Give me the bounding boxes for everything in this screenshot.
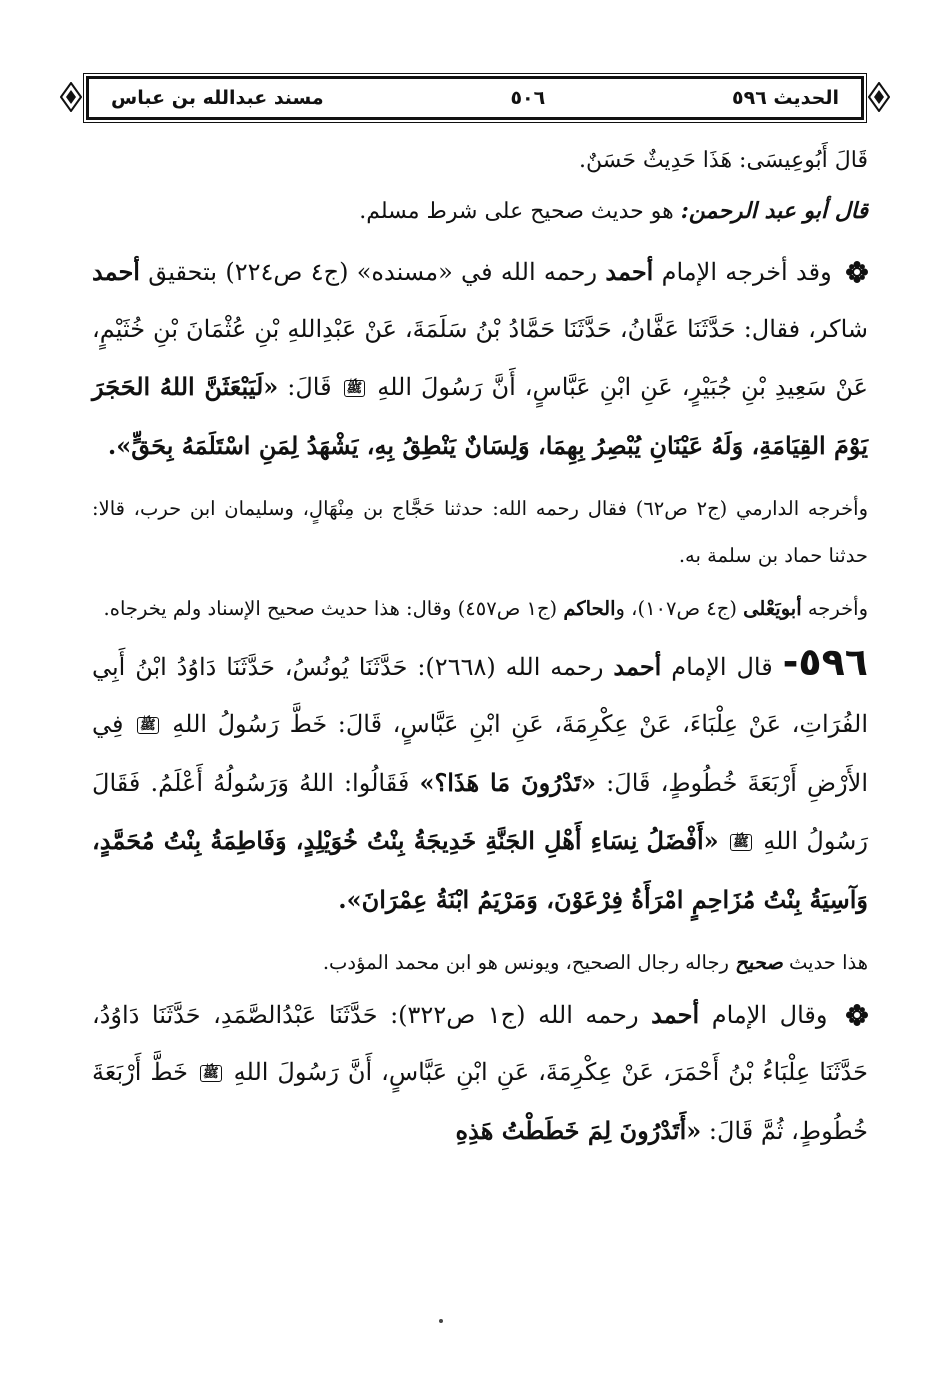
page-body xyxy=(92,136,868,1160)
hadith-matn-bold: «تَدْرُونَ مَا هَذَا؟» xyxy=(419,768,597,797)
name-bold: أحمد xyxy=(651,1000,700,1029)
header-hadith-label: الحديث ٥٩٦ xyxy=(732,87,839,109)
text-span: هذا حديث xyxy=(789,951,868,974)
tirmidhi-grade-line xyxy=(92,136,868,186)
text-span: رحمه الله في «مسنده» (ج٤ ص٢٢٤) بتحقيق xyxy=(148,258,598,286)
text-span: رحمه الله (ج١ ص٣٢٢): حَدَّثَنَا عَبْدُالصَّمَدِ، حَدَّثَنَا دَاوُدُ، حَدَّثَنَا عِلْبَاءُ بْنُ أَحْمَرَ، عَنْ عِكْرِمَةَ، عَنِ ابْنِ عَبَّاسٍ، أَنَّ رَسُولَ اللهِ xyxy=(92,1001,868,1086)
text-span: فِي الأَرْضِ أَرْبَعَةَ خُطُوطٍ، قَالَ: xyxy=(92,710,868,797)
grading-note xyxy=(92,939,868,986)
text-span: وأخرجه xyxy=(807,597,868,620)
text-span: (ج٤ ص١٠٧)، و xyxy=(615,597,737,620)
hadith-number: ٥٩٦- xyxy=(782,640,868,684)
header-frame xyxy=(86,76,864,120)
text-span: رحمه الله (٢٦٦٨): حَدَّثَنَا يُونُسُ، حَدَّثَنَا دَاوُدُ ابْنُ أَبِي الفُرَاتِ، عَنْ عِلْبَاءَ، عَنْ عِكْرِمَةَ، عَنِ ابْنِ عَبَّاسٍ، قَالَ: خَطَّ رَسُولُ اللهِ xyxy=(92,653,869,738)
text-span: وقال الإمام xyxy=(711,1001,828,1029)
name-bold: أحمد xyxy=(605,257,654,286)
paragraph-ahmad-second xyxy=(92,986,868,1160)
text-span: قال الإمام xyxy=(671,653,773,681)
text-span: (ج١ ص٤٥٧) وقال: هذا حديث صحيح الإسناد ولم يخرجاه. xyxy=(103,597,558,620)
text-span: خَطَّ أَرْبَعَةَ خُطُوطٍ، ثُمَّ قَالَ: xyxy=(92,1058,868,1145)
text-span: قَالَ: xyxy=(287,373,332,401)
name-bold: أبويَعْلى xyxy=(743,597,802,620)
paragraph-ahmad-takhrij xyxy=(92,243,868,475)
frame-ornament-icon xyxy=(60,82,82,112)
running-header xyxy=(60,72,890,124)
text-span: قَالَ أَبُوعِيسَى: هَذَا حَدِيثٌ حَسَنٌ. xyxy=(578,148,868,173)
paragraph-darimi xyxy=(92,485,868,579)
book-title: مسند عبدالله بن عباس xyxy=(111,87,324,109)
salla-glyph-icon: ﷺ xyxy=(137,717,159,734)
page-number: ٥٠٦ xyxy=(510,87,546,109)
name-bold: أحمد xyxy=(92,257,140,286)
calligraphic-author-name: قال أبو عبد الرحمن: xyxy=(680,198,868,224)
paragraph-abu-yala xyxy=(92,585,868,632)
text-span: وقد أخرجه الإمام xyxy=(661,258,832,286)
hadith-matn-bold: «أَتَدْرُونَ لِمَ خَطَطْتُ هَذِهِ xyxy=(455,1116,702,1145)
calligraphic-grade: صحيح xyxy=(735,951,783,974)
flower-ornament-icon xyxy=(846,261,868,283)
frame-ornament-icon xyxy=(868,82,890,112)
hadith-matn-bold: «لَيَبْعَثَنَّ اللهُ الحَجَرَ يَوْمَ القِيَامَةِ، وَلَهُ عَيْنَانِ يُبْصِرُ بِهِمَا، وَلِسَانٌ يَنْطِقُ بِهِ، يَشْهَدُ لِمَنِ اسْتَلَمَهُ بِحَقٍّ». xyxy=(92,372,868,460)
hadith-matn-bold: «أَفْضَلُ نِسَاءِ أَهْلِ الجَنَّةِ خَدِيجَةُ بِنْتُ خُوَيْلِدٍ، وَفَاطِمَةُ بِنْتُ مُحَمَّدٍ، وَآسِيَةُ بِنْتُ مُزَاحِمٍ امْرَأَةُ فِرْعَوْنَ، وَمَرْيَمُ ابْنَةُ عِمْرَانَ». xyxy=(92,826,868,914)
salla-glyph-icon: ﷺ xyxy=(730,834,752,851)
text-span: شاكر، فقال: حَدَّثَنَا عَفَّانُ، حَدَّثَنَا حَمَّادُ بْنُ سَلَمَةَ، عَنْ عَبْدِاللهِ بْنِ عُثْمَانَ بْنِ خُثَيْمٍ، عَنْ سَعِيدِ بْنِ جُبَيْرٍ، عَنِ ابْنِ عَبَّاسٍ، أَنَّ رَسُولَ اللهِ xyxy=(92,315,869,401)
author-grade-line xyxy=(92,186,868,237)
text-span: فَقَالُوا: اللهُ وَرَسُولُهُ أَعْلَمُ. فَقَالَ رَسُولُ اللهِ xyxy=(92,769,868,855)
salla-glyph-icon: ﷺ xyxy=(200,1065,222,1082)
text-span: وأخرجه الدارمي (ج٢ ص٦٢) فقال رحمه الله: حدثنا حَجَّاج بن مِنْهَالٍ، وسليمان ابن حرب، قالا: حدثنا حماد بن سلمة به. xyxy=(92,497,868,567)
text-span: رجاله رجال الصحيح، ويونس هو ابن محمد المؤدب. xyxy=(322,951,729,974)
flower-ornament-icon xyxy=(846,1004,868,1026)
page-dot-mark xyxy=(439,1319,443,1323)
name-bold: أحمد xyxy=(613,652,662,681)
hadith-596 xyxy=(92,638,868,929)
text-span: هو حديث صحيح على شرط مسلم. xyxy=(359,199,674,224)
name-bold: الحاكم xyxy=(563,597,616,620)
salla-glyph-icon: ﷺ xyxy=(344,380,366,397)
